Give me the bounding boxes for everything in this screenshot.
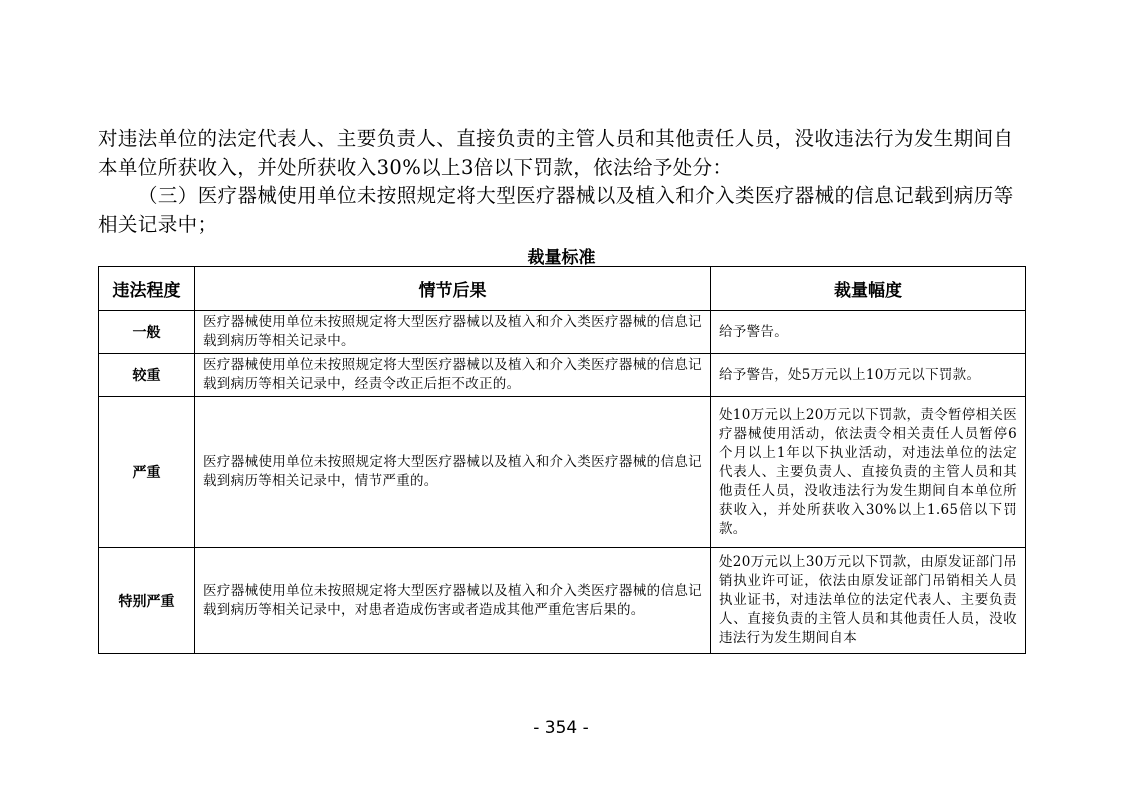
body-paragraph-1: 对违法单位的法定代表人、主要负责人、直接负责的主管人员和其他责任人员，没收违法行为发生期间自本单位所获收入，并处所获收入30%以上3倍以下罚款，依法给予处分： [98,127,1014,179]
row-circumstance-text: 医疗器械使用单位未按照规定将大型医疗器械以及植入和介入类医疗器械的信息记载到病历等相关记录中，经责令改正后拒不改正的。 [203,357,702,392]
table-title: 裁量标准 [527,248,596,268]
row-level: 特别严重 [99,548,195,654]
row-circumstance-text: 医疗器械使用单位未按照规定将大型医疗器械以及植入和介入类医疗器械的信息记载到病历等相关记录中，对患者造成伤害或者造成其他严重危害后果的。 [203,582,702,618]
row-circumstance [195,311,711,354]
row-circumstance [195,354,711,397]
table-row [99,311,1026,354]
page-number: - 354 - [533,718,589,738]
header-circumstance: 情节后果 [195,267,711,311]
row-circumstance [195,397,711,548]
header-violation-level: 违法程度 [99,267,195,311]
row-level: 较重 [99,354,195,397]
row-penalty [711,354,1026,397]
header-penalty-range: 裁量幅度 [711,267,1026,311]
row-penalty [711,548,1026,654]
row-penalty-text: 给予警告，处5万元以上10万元以下罚款。 [719,366,981,383]
row-circumstance-text: 医疗器械使用单位未按照规定将大型医疗器械以及植入和介入类医疗器械的信息记载到病历等相关记录中。 [203,314,702,349]
discretion-standard-table [98,266,1026,654]
row-penalty [711,311,1026,354]
table-header-row [99,267,1026,311]
table-row [99,548,1026,654]
table-row [99,354,1026,397]
table-row [99,397,1026,548]
row-penalty-text: 处20万元以上30万元以下罚款，由原发证部门吊销执业许可证，依法由原发证部门吊销相关人员执业证书，对违法单位的法定代表人、主要负责人、直接负责的主管人员和其他责任人员，没收违法行为发生期间自本 [719,554,1017,646]
row-penalty [711,397,1026,548]
row-circumstance [195,548,711,654]
row-level: 一般 [99,311,195,354]
row-circumstance-text: 医疗器械使用单位未按照规定将大型医疗器械以及植入和介入类医疗器械的信息记载到病历等相关记录中，情节严重的。 [203,454,702,489]
row-penalty-text: 给予警告。 [719,323,788,340]
row-penalty-text: 处10万元以上20万元以下罚款，责令暂停相关医疗器械使用活动，依法责令相关责任人员暂停6个月以上1年以下执业活动，对违法单位的法定代表人、主要负责人、直接负责的主管人员和其他责任人员，没收违法行为发生期间自本单位所获收入，并处所获收入30%以上1.65倍以下罚款。 [719,406,1017,537]
body-paragraph-2: （三）医疗器械使用单位未按照规定将大型医疗器械以及植入和介入类医疗器械的信息记载到病历等相关记录中； [98,184,1014,236]
row-level: 严重 [99,397,195,548]
